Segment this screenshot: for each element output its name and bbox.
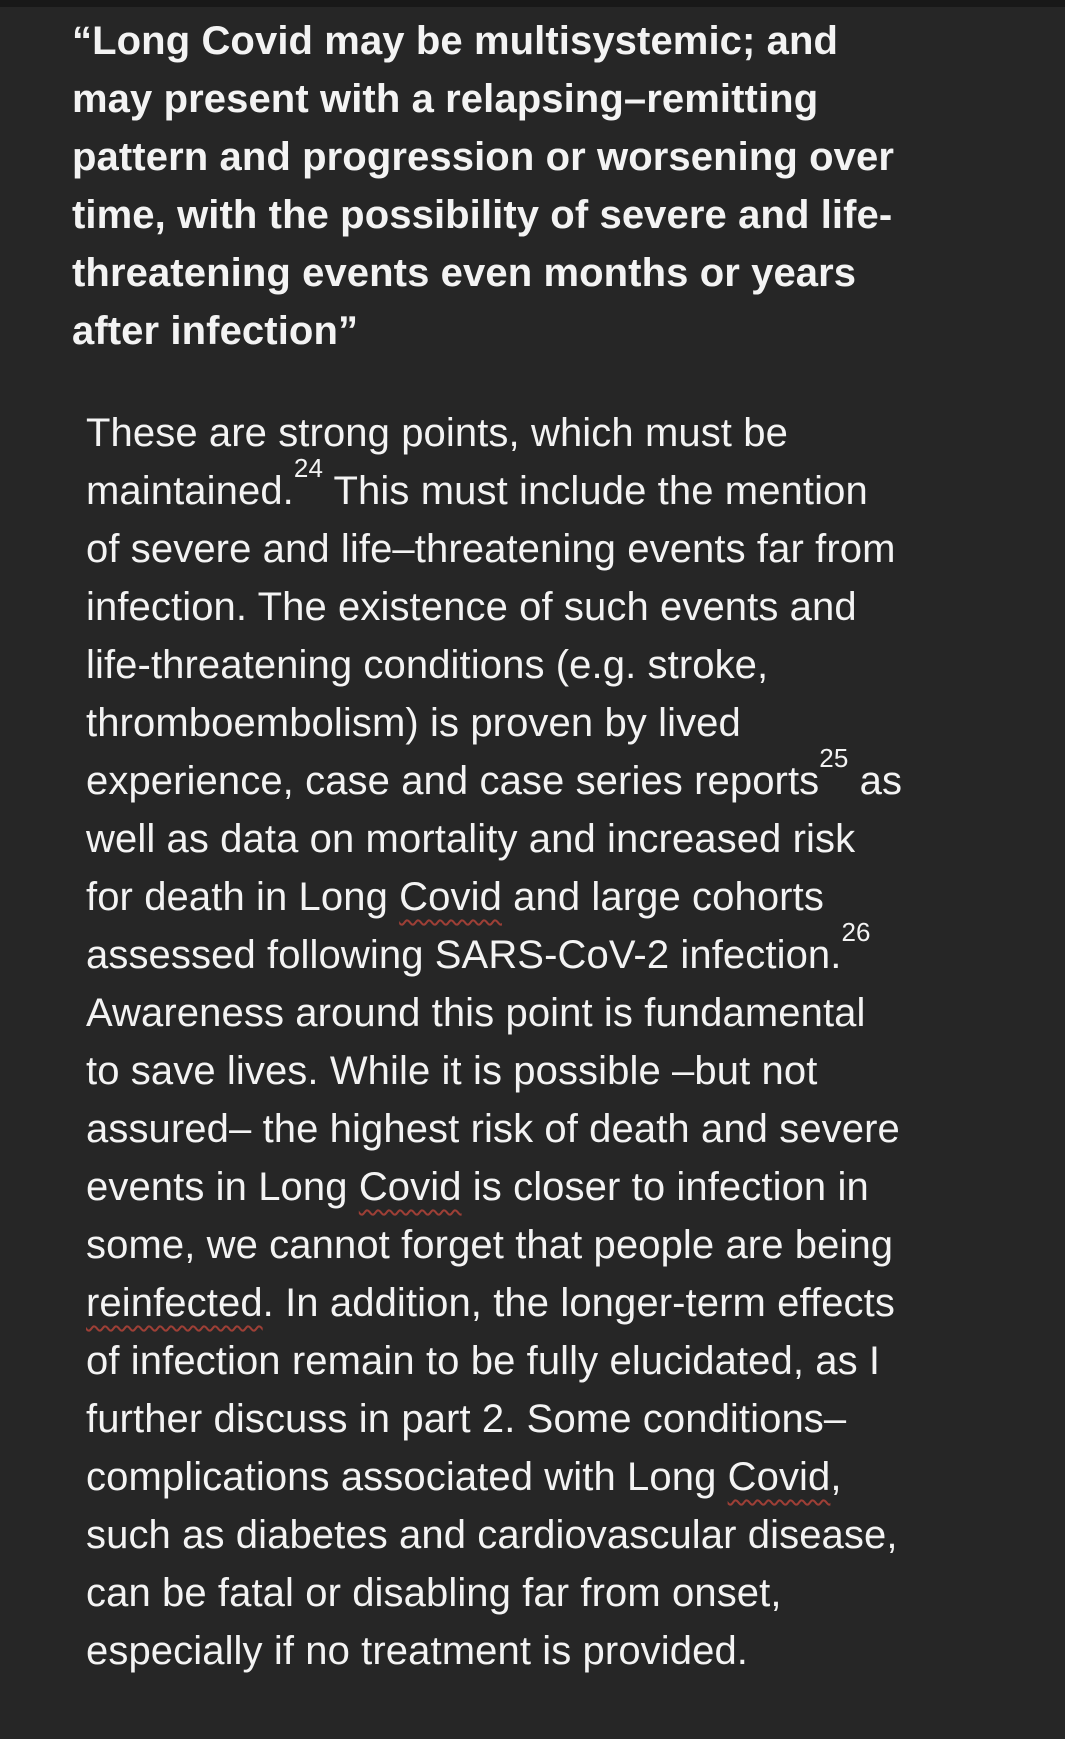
quote-paragraph: [72, 12, 1029, 360]
body-line-4[interactable]: infection. The existence of such events and: [86, 585, 857, 629]
body-line-2-text-b: This must include the mention: [323, 469, 868, 513]
footnote-ref-26[interactable]: 26: [841, 916, 871, 947]
body-line-21[interactable]: can be fatal or disabling far from onset,: [86, 1571, 782, 1615]
body-line-5[interactable]: life-threatening conditions (e.g. stroke,: [86, 643, 769, 687]
body-line-7-text-b: as: [848, 759, 903, 803]
body-line-18[interactable]: further discuss in part 2. Some conditions–: [86, 1397, 847, 1441]
misspelled-word-covid-1[interactable]: Covid: [399, 875, 502, 919]
body-line-2-text: maintained.: [86, 469, 294, 513]
quote-line-6[interactable]: after infection”: [72, 309, 359, 353]
body-line-11[interactable]: Awareness around this point is fundamental: [86, 991, 866, 1035]
body-line-12[interactable]: to save lives. While it is possible –but not: [86, 1049, 818, 1093]
body-line-20[interactable]: such as diabetes and cardiovascular disease,: [86, 1513, 898, 1557]
body-line-7[interactable]: [86, 742, 1029, 810]
body-line-9-text-b: and large cohorts: [501, 875, 824, 919]
body-line-14[interactable]: [86, 1158, 1029, 1216]
quote-line-1[interactable]: “Long Covid may be multisystemic; and: [72, 19, 839, 63]
body-line-22[interactable]: especially if no treatment is provided.: [86, 1629, 749, 1673]
footnote-ref-24[interactable]: 24: [293, 452, 324, 483]
body-line-8[interactable]: well as data on mortality and increased risk: [86, 817, 856, 861]
body-line-10-text: assessed following SARS-CoV-2 infection.: [86, 933, 842, 977]
body-line-14-text-b: is closer to infection in: [461, 1165, 869, 1209]
body-line-1[interactable]: These are strong points, which must be: [86, 411, 788, 455]
quote-line-3[interactable]: pattern and progression or worsening over: [72, 135, 895, 179]
misspelled-word-covid-2[interactable]: Covid: [358, 1165, 462, 1209]
body-line-10[interactable]: [86, 916, 1029, 984]
body-line-17[interactable]: of infection remain to be fully elucidated, as I: [86, 1339, 881, 1383]
quote-line-5[interactable]: threatening events even months or years: [72, 251, 857, 295]
commentary-paragraph: [72, 404, 1029, 1680]
body-line-3[interactable]: of severe and life–threatening events far from: [86, 527, 896, 571]
body-line-19[interactable]: [86, 1448, 1029, 1506]
document-text-area[interactable]: [0, 12, 1065, 1680]
quote-line-4[interactable]: time, with the possibility of severe and life-: [72, 193, 893, 237]
body-line-14-text: events in Long: [86, 1165, 359, 1209]
footnote-ref-25[interactable]: 25: [819, 742, 849, 773]
body-line-16[interactable]: [86, 1274, 1029, 1332]
body-line-19-text-b: ,: [830, 1455, 842, 1499]
body-line-16-text: . In addition, the longer-term effects: [262, 1281, 895, 1325]
quote-line-2[interactable]: may present with a relapsing–remitting: [72, 77, 819, 121]
body-line-9-text: for death in Long: [86, 875, 400, 919]
misspelled-word-covid-3[interactable]: Covid: [727, 1455, 831, 1499]
misspelled-word-reinfected[interactable]: reinfected: [86, 1281, 263, 1325]
body-line-13[interactable]: assured– the highest risk of death and severe: [86, 1107, 900, 1151]
body-line-6[interactable]: thromboembolism) is proven by lived: [86, 701, 741, 745]
body-line-2[interactable]: [86, 452, 1029, 520]
body-line-7-text: experience, case and case series reports: [86, 759, 820, 803]
body-line-15[interactable]: some, we cannot forget that people are being: [86, 1223, 894, 1267]
body-line-9[interactable]: [86, 868, 1029, 926]
body-line-19-text: complications associated with Long: [86, 1455, 728, 1499]
window-top-edge: [0, 0, 1065, 7]
